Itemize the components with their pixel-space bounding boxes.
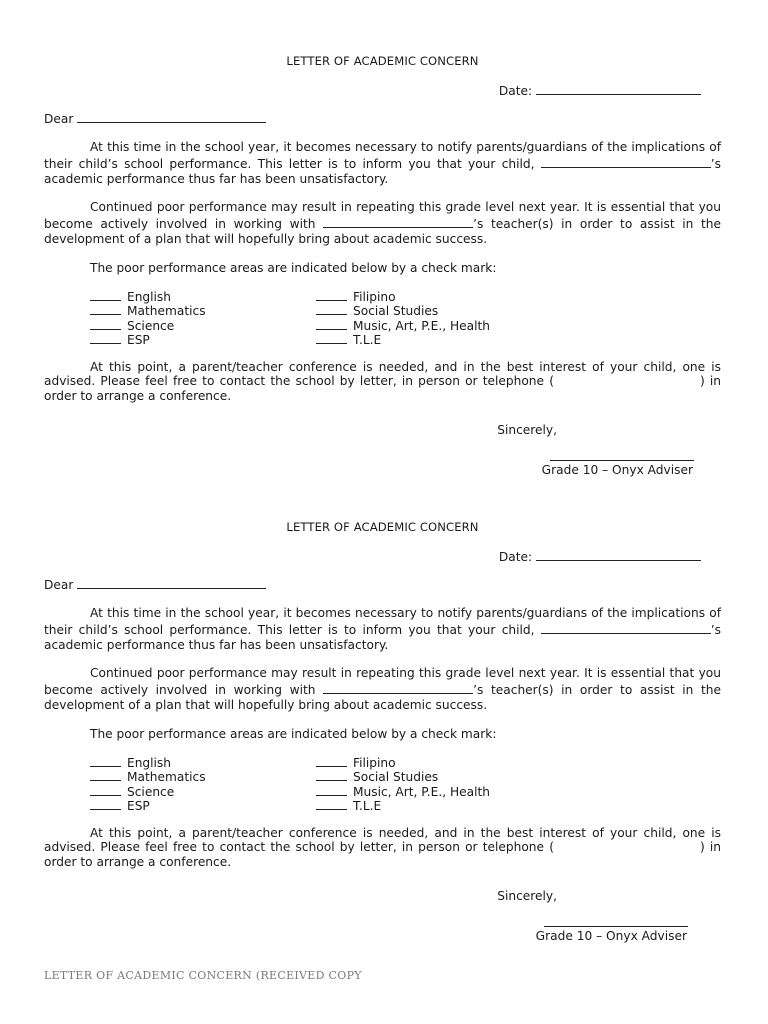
check-item: [316, 290, 490, 305]
dear-label: Dear: [44, 578, 74, 592]
subject-label: Music, Art, P.E., Health: [353, 784, 490, 799]
paragraph-consequence-text: Continued poor performance may result in repeating this grade level next year. It is essential that you become actively involved in working with: [44, 200, 721, 232]
signer-title: Grade 10 – Onyx Adviser: [541, 462, 693, 477]
child-name-blank[interactable]: [541, 621, 711, 634]
check-item: [90, 304, 206, 319]
paragraph-notice: [44, 606, 721, 652]
salutation: [44, 576, 721, 606]
subject-label: ESP: [127, 799, 150, 814]
closing: Sincerely,: [497, 422, 557, 437]
date-row: [44, 548, 721, 576]
paragraph-consequence-text: Continued poor performance may result in repeating this grade level next year. It is essential that you become actively involved in working with: [44, 666, 721, 698]
paragraph-consequence-end: ’s teacher(s) in order to assist in the development of a plan that will hopefully bring about academic success.: [44, 683, 721, 712]
subject-label: ESP: [127, 333, 150, 348]
paragraph-notice-end: ’s academic performance thus far has been unsatisfactory.: [44, 622, 722, 652]
subject-checklist: [90, 756, 721, 814]
paragraph-areas: The poor performance areas are indicated below by a check mark:: [90, 726, 497, 741]
signer-title: Grade 10 – Onyx Adviser: [535, 928, 687, 943]
subject-label: Science: [127, 318, 175, 333]
check-blank[interactable]: [90, 304, 121, 315]
paragraph-notice-text: At this time in the school year, it becomes necessary to notify parents/guardians of the implications of their child’s school performance. This letter is to inform you that your child,: [44, 606, 721, 637]
closing: Sincerely,: [497, 888, 557, 903]
check-blank[interactable]: [316, 756, 347, 767]
paragraph-conference-end: ) in order to arrange a conference.: [44, 374, 721, 404]
subject-label: English: [127, 289, 172, 304]
student-name-blank[interactable]: [323, 681, 473, 694]
date-blank[interactable]: [536, 548, 701, 561]
paragraph-conference-text: At this point, a parent/teacher conference is needed, and in the best interest of your child, one is advised. Please feel free to contact the school by letter, in person or telephone (: [44, 359, 721, 389]
paragraph-consequence: [44, 666, 721, 712]
checklist-right-column: [316, 756, 490, 814]
paragraph-notice-end: ’s academic performance thus far has been unsatisfactory.: [44, 156, 722, 186]
subject-label: T.L.E: [353, 333, 382, 348]
subject-label: Social Studies: [353, 770, 439, 785]
check-blank[interactable]: [90, 799, 121, 810]
subject-label: Social Studies: [353, 304, 439, 319]
paragraph-consequence: [44, 200, 721, 246]
subject-label: Mathematics: [127, 304, 206, 319]
check-blank[interactable]: [316, 319, 347, 330]
check-blank[interactable]: [90, 333, 121, 344]
check-blank[interactable]: [90, 756, 121, 767]
check-blank[interactable]: [316, 799, 347, 810]
paragraph-conference: [44, 826, 721, 870]
recipient-blank[interactable]: [77, 110, 266, 123]
paragraph-conference-end: ) in order to arrange a conference.: [44, 840, 721, 870]
checklist-right-column: [316, 290, 490, 348]
check-item: [316, 304, 490, 319]
check-item: [316, 785, 490, 800]
check-item: [90, 333, 206, 348]
check-blank[interactable]: [90, 319, 121, 330]
paragraph-notice-text: At this time in the school year, it becomes necessary to notify parents/guardians of the implications of their child’s school performance. This letter is to inform you that your child,: [44, 140, 721, 171]
check-blank[interactable]: [90, 290, 121, 301]
letter-copy-1: [44, 48, 721, 478]
letter-title: LETTER OF ACADEMIC CONCERN: [286, 520, 479, 534]
check-item: [90, 290, 206, 305]
check-item: [90, 785, 206, 800]
subject-label: English: [127, 755, 172, 770]
paragraph-notice: [44, 140, 721, 186]
date-row: [44, 82, 721, 110]
checklist-left-column: [90, 290, 206, 348]
check-blank[interactable]: [90, 770, 121, 781]
date-label: Date:: [498, 84, 533, 98]
check-item: [316, 770, 490, 785]
check-blank[interactable]: [316, 290, 347, 301]
subject-label: T.L.E: [353, 799, 382, 814]
paragraph-conference: [44, 360, 721, 404]
salutation: [44, 110, 721, 140]
subject-label: Science: [127, 784, 175, 799]
check-item: [316, 799, 490, 814]
letter-copy-2: [44, 514, 721, 944]
dear-label: Dear: [44, 112, 74, 126]
paragraph-conference-text: At this point, a parent/teacher conference is needed, and in the best interest of your child, one is advised. Please feel free to contact the school by letter, in person or telephone (: [44, 825, 721, 855]
subject-label: Filipino: [353, 755, 396, 770]
subject-label: Music, Art, P.E., Health: [353, 318, 490, 333]
subject-label: Filipino: [353, 289, 396, 304]
signature-line[interactable]: [544, 918, 688, 927]
check-item: [90, 756, 206, 771]
signature-line[interactable]: [550, 452, 694, 461]
student-name-blank[interactable]: [323, 215, 473, 228]
date-blank[interactable]: [536, 82, 701, 95]
letter-title: LETTER OF ACADEMIC CONCERN: [286, 54, 479, 68]
subject-checklist: [90, 290, 721, 348]
checklist-left-column: [90, 756, 206, 814]
check-item: [90, 319, 206, 334]
paragraph-consequence-end: ’s teacher(s) in order to assist in the development of a plan that will hopefully bring about academic success.: [44, 217, 721, 246]
check-item: [316, 333, 490, 348]
check-item: [316, 756, 490, 771]
subject-label: Mathematics: [127, 770, 206, 785]
check-item: [90, 770, 206, 785]
check-blank[interactable]: [316, 333, 347, 344]
check-blank[interactable]: [316, 770, 347, 781]
recipient-blank[interactable]: [77, 576, 266, 589]
paragraph-areas: The poor performance areas are indicated below by a check mark:: [90, 260, 497, 275]
check-blank[interactable]: [90, 785, 121, 796]
date-label: Date:: [498, 550, 533, 564]
received-copy-footer: LETTER OF ACADEMIC CONCERN (RECEIVED COPY: [44, 969, 362, 982]
check-item: [316, 319, 490, 334]
check-item: [90, 799, 206, 814]
check-blank[interactable]: [316, 785, 347, 796]
check-blank[interactable]: [316, 304, 347, 315]
child-name-blank[interactable]: [541, 155, 711, 168]
